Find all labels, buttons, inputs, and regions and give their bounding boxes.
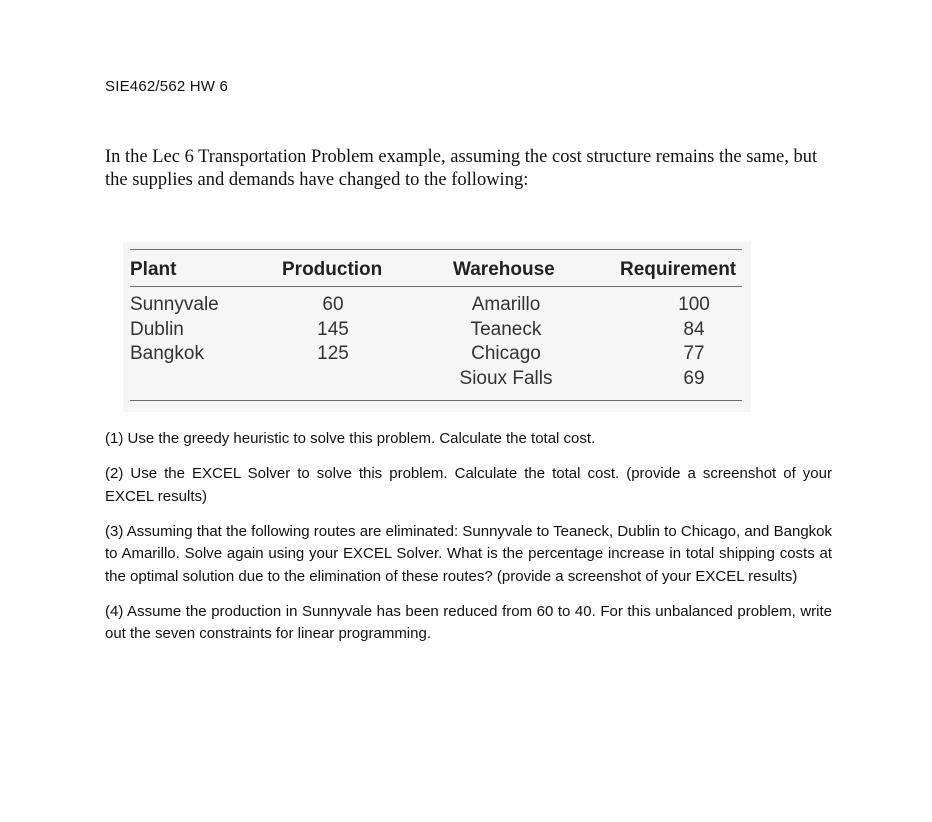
warehouse-cell: Chicago [471, 343, 541, 365]
table-header-rule [130, 286, 742, 287]
production-cell: 125 [317, 343, 349, 365]
header-production: Production [282, 259, 383, 280]
question-4: (4) Assume the production in Sunnyvale has been reduced from 60 to 40. For this unbalanced problem, write out the seven constraints for linear programming. [105, 602, 832, 642]
production-cell: 60 [322, 294, 344, 315]
requirement-column [664, 293, 724, 392]
header-warehouse: Warehouse [453, 259, 555, 280]
requirement-cell: 77 [683, 343, 705, 365]
question-3: (3) Assuming that the following routes are eliminated: Sunnyvale to Teaneck, Dublin to Chicago, and Bangkok to Amarillo. Solve again using your EXCEL Solver. What is the percentage increase in total shipping costs at the optimal solution due to the elimination of these routes? (provide a screenshot of your EXCEL results) [105, 522, 832, 585]
intro-line-2: the supplies and demands have changed to the following: [105, 170, 529, 190]
intro-paragraph [105, 146, 835, 192]
plant-cell: Sunnyvale [130, 294, 219, 315]
warehouse-cell: Sioux Falls [459, 368, 553, 390]
intro-line-1: In the Lec 6 Transportation Problem example, assuming the cost structure remains the same, but [105, 147, 818, 167]
plant-cell: Bangkok [130, 343, 204, 365]
header-plant: Plant [130, 259, 177, 280]
warehouse-column [446, 293, 566, 392]
requirement-cell: 100 [678, 294, 710, 315]
warehouse-cell: Amarillo [471, 294, 541, 315]
page-title: SIE462/562 HW 6 [105, 78, 229, 95]
question-list [105, 428, 832, 658]
plant-column [130, 293, 260, 367]
header-requirement: Requirement [620, 259, 737, 280]
question-1: (1) Use the greedy heuristic to solve this problem. Calculate the total cost. [105, 430, 596, 447]
plant-cell: Dublin [130, 318, 184, 340]
table-bottom-rule [130, 400, 742, 401]
warehouse-cell: Teaneck [470, 318, 542, 340]
question-2: (2) Use the EXCEL Solver to solve this problem. Calculate the total cost. (provide a screenshot of your EXCEL results) [105, 465, 832, 505]
requirement-cell: 84 [683, 318, 705, 340]
production-column [303, 293, 363, 367]
table-top-rule [130, 249, 742, 250]
requirement-cell: 69 [683, 368, 705, 390]
production-cell: 145 [317, 318, 349, 340]
